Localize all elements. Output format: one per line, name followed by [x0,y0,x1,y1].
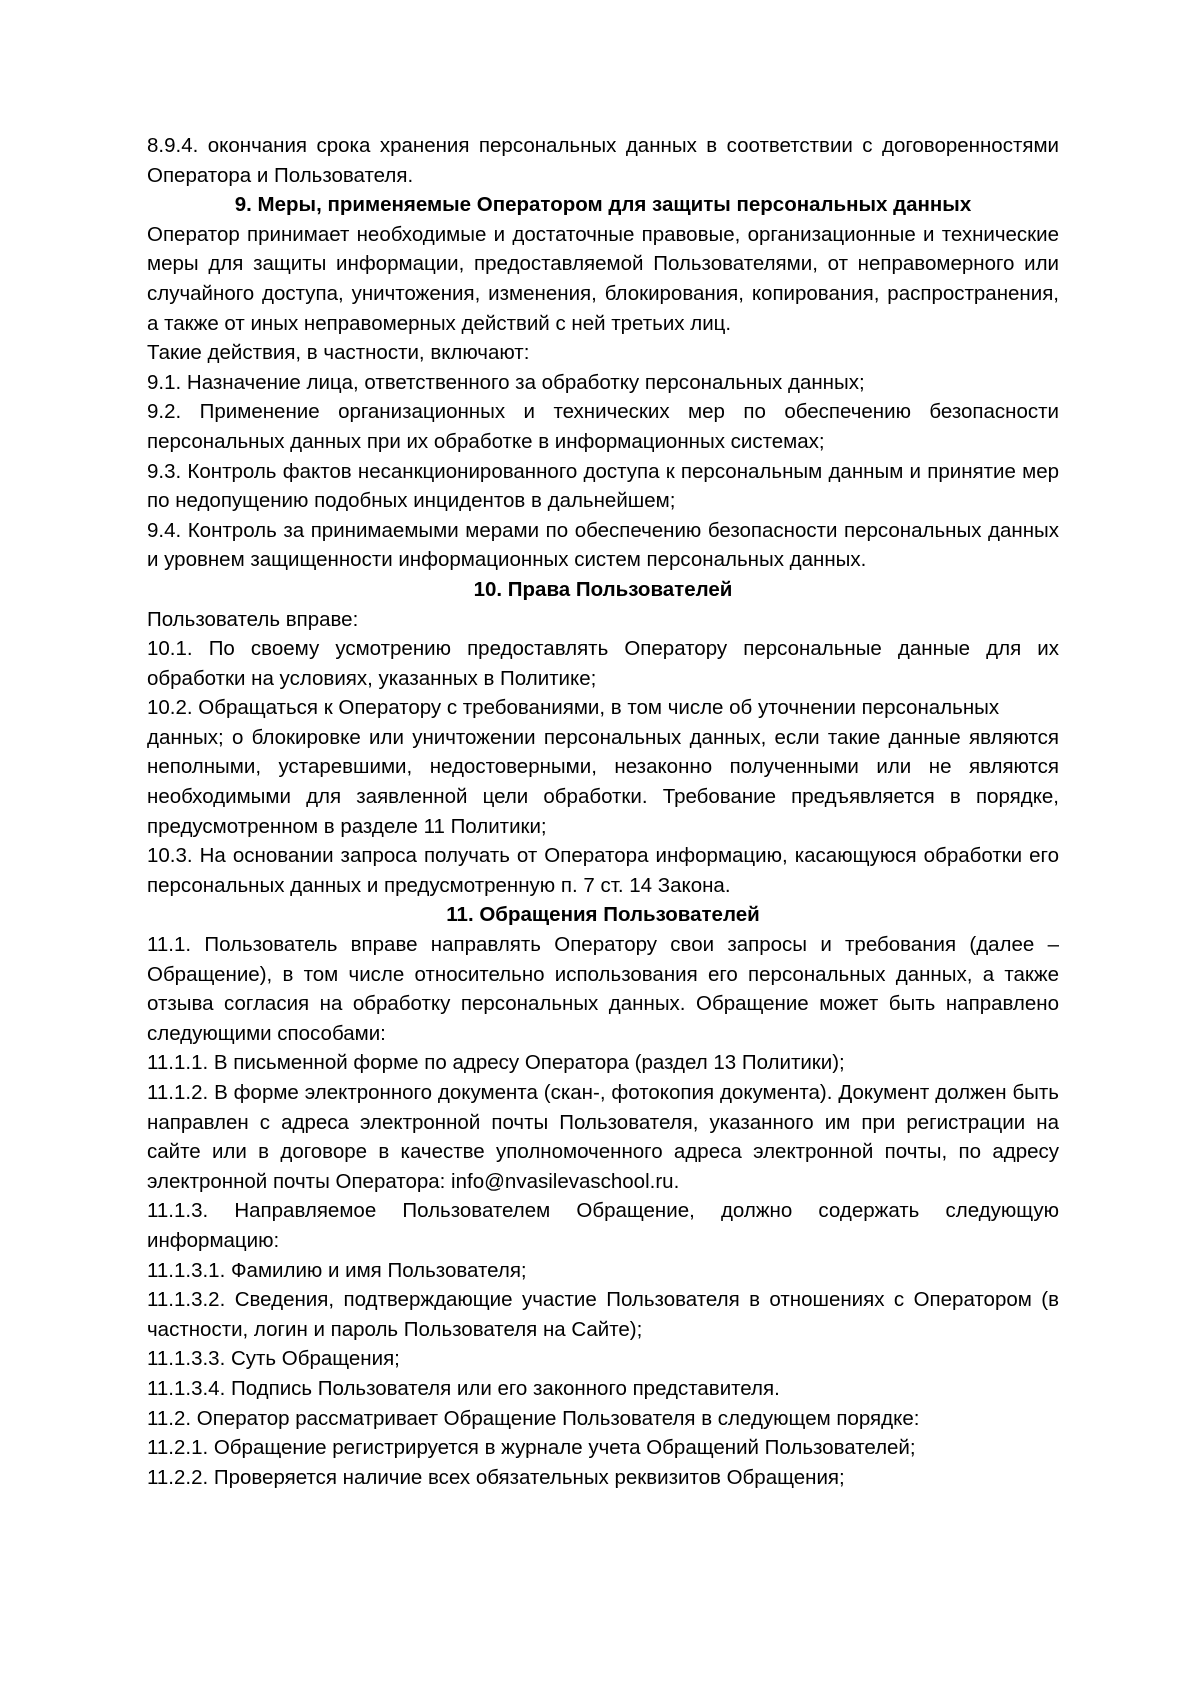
paragraph-11-1-3-2: 11.1.3.2. Сведения, подтверждающие участие Пользователя в отношениях с Оператором (в частности, логин и пароль Пользователя на Сайте); [147,1288,1059,1341]
paragraph-10-2-b: данных; о блокировке или уничтожении персональных данных, если такие данные являются неполными, устаревшими, недостоверными, незаконно полученными или не являются необходимыми для заявленной цели обработки. Требование предъявляется в порядке, предусмотренном в разделе 11 Политики; [147,725,1059,838]
section-11-heading: 11. Обращения Пользователей [446,903,760,927]
paragraph-11-2-1: 11.2.1. Обращение регистрируется в журнале учета Обращений Пользователей; [147,1436,916,1460]
paragraph-11-1-3-4: 11.1.3.4. Подпись Пользователя или его законного представителя. [147,1376,780,1400]
paragraph-11-1: 11.1. Пользователь вправе направлять Оператору свои запросы и требования (далее – Обращение), в том числе относительно использования его персональных данных, а также отзыва согласия на обработку персональных данных. Обращение может быть направлено следующими способами: [147,933,1059,1045]
paragraph-9-2: 9.2. Применение организационных и технических мер по обеспечению безопасности персональных данных при их обработке в информационных системах; [147,400,1059,453]
paragraph-11-1-3-3: 11.1.3.3. Суть Обращения; [147,1347,400,1371]
section-9-heading: 9. Меры, применяемые Оператором для защиты персональных данных [234,193,972,217]
paragraph-10-1: 10.1. По своему усмотрению предоставлять Оператору персональные данные для их обработки на условиях, указанных в Политике; [147,637,1059,690]
document-page [147,131,1059,1492]
paragraph-11-1-3: 11.1.3. Направляемое Пользователем Обращение, должно содержать следующую информацию: [147,1199,1059,1252]
paragraph-9-1: 9.1. Назначение лица, ответственного за обработку персональных данных; [147,370,865,394]
paragraph-11-1-2: 11.1.2. В форме электронного документа (скан-, фотокопия документа). Документ должен быть направлен с адреса электронной почты Пользователя, указанного им при регистрации на сайте или в договоре в качестве уполномоченного адреса электронной почты, по адресу электронной почты Оператора: info@nvasilevaschool.ru. [147,1081,1059,1193]
paragraph-10-3: 10.3. На основании запроса получать от Оператора информацию, касающуюся обработки его персональных данных и предусмотренную п. 7 ст. 14 Закона. [147,844,1059,897]
section-10-lead: Пользователь вправе: [147,607,359,631]
paragraph-9-3: 9.3. Контроль фактов несанкционированного доступа к персональным данным и принятие мер по недопущению подобных инцидентов в дальнейшем; [147,459,1059,513]
section-9-lead: Такие действия, в частности, включают: [147,341,530,365]
paragraph-11-1-1: 11.1.1. В письменной форме по адресу Оператора (раздел 13 Политики); [147,1051,845,1075]
section-10-heading: 10. Права Пользователей [473,577,733,601]
paragraph-10-2-a: 10.2. Обращаться к Оператору с требованиями, в том числе об уточнении персональных [147,696,1000,720]
paragraph-11-2: 11.2. Оператор рассматривает Обращение Пользователя в следующем порядке: [147,1406,920,1430]
paragraph-11-1-3-1: 11.1.3.1. Фамилию и имя Пользователя; [147,1258,527,1282]
section-9-intro: Оператор принимает необходимые и достаточные правовые, организационные и технические меры для защиты информации, предоставляемой Пользователями, от неправомерного или случайного доступа, уничтожения, изменения, блокирования, копирования, распространения, а также от иных неправомерных действий с ней третьих лиц. [147,222,1059,335]
paragraph-11-2-2: 11.2.2. Проверяется наличие всех обязательных реквизитов Обращения; [147,1465,845,1489]
paragraph-8-9-4: 8.9.4. окончания срока хранения персональных данных в соответствии с договоренностями Оператора и Пользователя. [147,134,1059,187]
paragraph-9-4: 9.4. Контроль за принимаемыми мерами по обеспечению безопасности персональных данных и уровнем защищенности информационных систем персональных данных. [147,518,1059,572]
